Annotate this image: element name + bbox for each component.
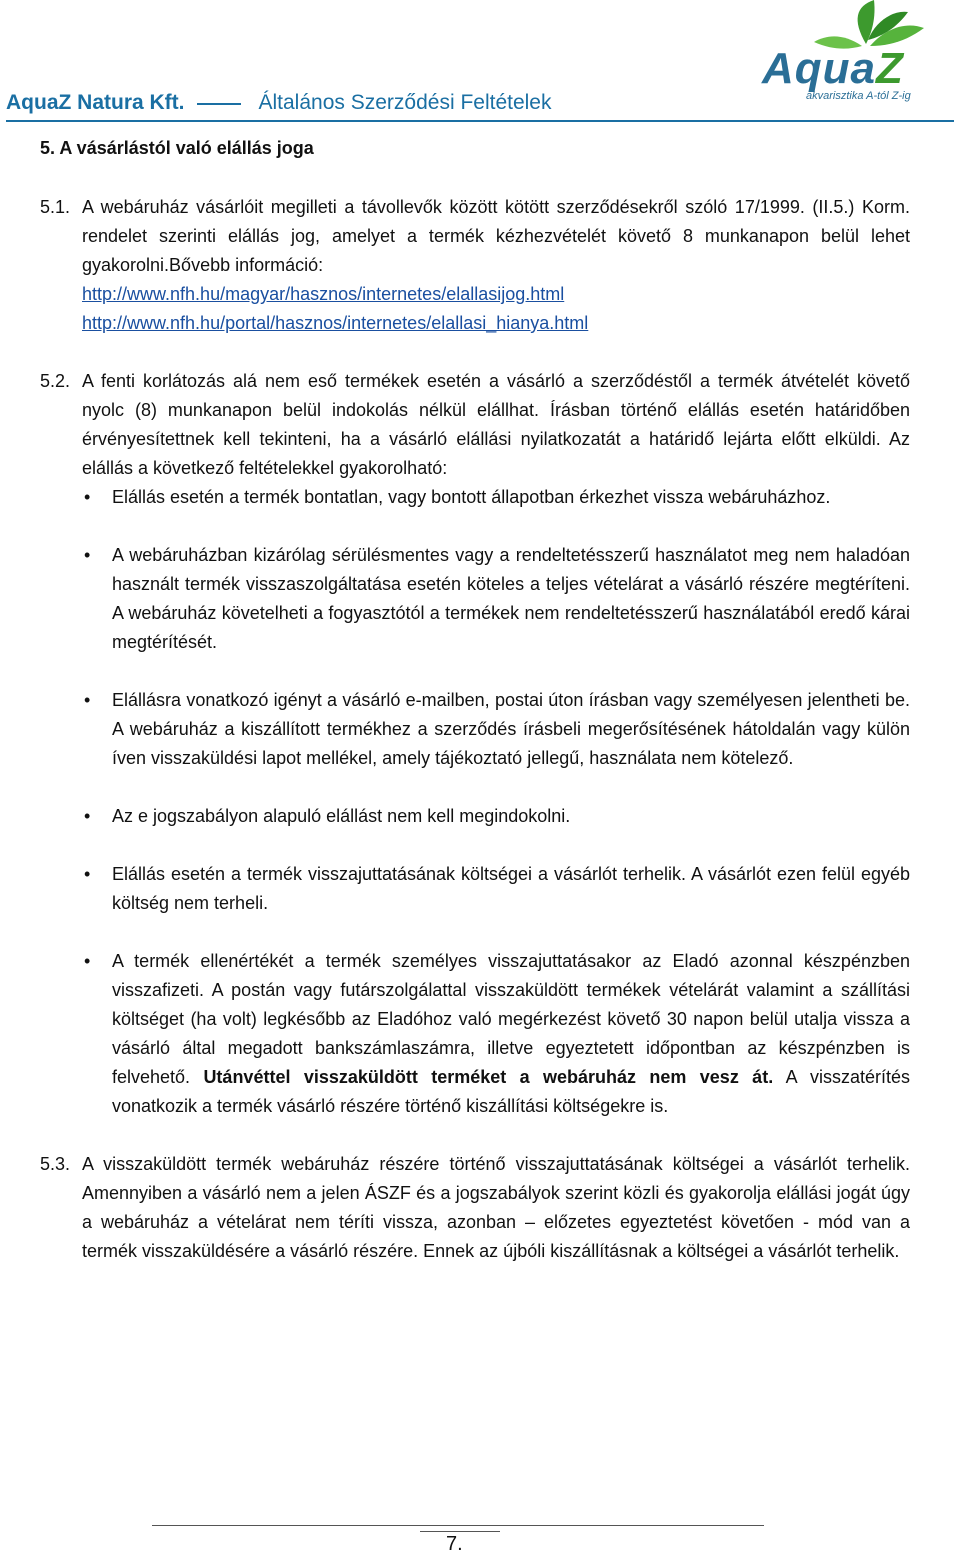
refund-text: A termék ellenértékét a termék személyes visszajuttatásakor az Eladó azonnal készpénzben visszafizeti. A postán vagy futárszolgálattal visszaküldött termékek vételárát valamint a szállítási költséget (ha volt) legkésőbb az Eladóhoz való megérkezést követő 30 napon belül utalja vissza a vásárló által megadott bankszámlaszámra, illetve egyeztetett időpontban az készpénzben is felvehető. xyxy=(112,951,910,1087)
list-item-text: Az e jogszabályon alapuló elállást nem kell megindokolni. xyxy=(112,806,571,826)
refund-scope-text: A visszatérítés vonatkozik a termék vásárló részére történő kiszállítási költségekre is. xyxy=(112,1067,910,1116)
conditions-list xyxy=(40,483,910,1121)
list-item xyxy=(40,483,910,512)
brand-name: AquaZ Natura Kft. xyxy=(6,91,185,114)
document-body xyxy=(40,130,910,1266)
list-item xyxy=(40,802,910,831)
list-item-text: Elállásra vonatkozó igényt a vásárló e-mailben, postai úton írásban vagy személyesen jelentheti be. A webáruház a kiszállított termékhez a szerződés írásbeli megerősítésének hátoldalán vagy külön íven visszaküldési lapot mellékel, amely tájékoztató jellegű, használata nem kötelező. xyxy=(112,690,910,768)
bullet-icon: • xyxy=(84,487,91,507)
list-item xyxy=(40,947,910,1121)
list-item-text: Elállás esetén a termék visszajuttatásának költségei a vásárlót terhelik. A vásárlót ezen felül egyéb költség nem terheli. xyxy=(112,864,910,913)
paragraph-text: A visszaküldött termék webáruház részére történő visszajuttatásának költségei a vásárlót terhelik. Amennyiben a vásárló nem a jelen ÁSZF és a jogszabályok szerint közli és gyakorolja elállási jogát úgy a webáruház a vételárat nem téríti vissza, azonban – előzetes egyeztetést követően - mód van a termék visszaküldésére a vásárló részére. Ennek az újbóli kiszállításnak a költségei a vásárlót terhelik. xyxy=(82,1154,910,1261)
bullet-icon: • xyxy=(84,951,91,971)
page-header xyxy=(0,0,960,122)
logo-wordmark xyxy=(762,44,904,94)
bullet-icon: • xyxy=(84,806,91,826)
logo-text-aqua: Aqua xyxy=(762,44,876,93)
paragraph-number: 5.2. xyxy=(40,371,71,391)
header-separator xyxy=(197,103,241,105)
paragraph-text xyxy=(82,193,910,338)
list-item-text xyxy=(112,947,910,1121)
header-rule xyxy=(6,120,954,122)
footer-rule-short xyxy=(420,1531,500,1532)
document-title: Általános Szerződési Feltételek xyxy=(258,91,552,114)
cod-notice: Utánvéttel visszaküldött terméket a webáruház nem vesz át. xyxy=(203,1067,774,1087)
nfh-link-elallasi-hianya[interactable]: http://www.nfh.hu/portal/hasznos/internetes/elallasi_hianya.html xyxy=(82,313,589,333)
list-item xyxy=(40,686,910,773)
list-item-text: Elállás esetén a termék bontatlan, vagy bontott állapotban érkezhet vissza webáruházhoz. xyxy=(112,487,831,507)
page-number: 7. xyxy=(446,1533,463,1555)
paragraph-5-3 xyxy=(40,1150,910,1266)
bullet-icon: • xyxy=(84,690,91,710)
paragraph-text: A fenti korlátozás alá nem eső termékek esetén a vásárló a szerződéstől a termék átvételét követő nyolc (8) munkanapon belül indokolás nélkül elállhat. Írásban történő elállás esetén határidőben érvényesítettnek kell tekinteni, ha a vásárló elállási nyilatkozatát a határidő lejárta előtt elküldi. Az elállás a következő feltételekkel gyakorolható: xyxy=(82,371,910,478)
paragraph-number: 5.3. xyxy=(40,1154,71,1174)
aquaz-logo xyxy=(748,0,954,110)
paragraph-5-2 xyxy=(40,367,910,483)
nfh-link-elallasijog[interactable]: http://www.nfh.hu/magyar/hasznos/internetes/elallasijog.html xyxy=(82,284,565,304)
logo-text-z: Z xyxy=(876,44,904,93)
paragraph-number: 5.1. xyxy=(40,197,71,217)
header-title xyxy=(6,91,552,115)
paragraph-5-1-text: A webáruház vásárlóit megilleti a távollevők között kötött szerződésekről szóló 17/1999. (II.5.) Korm. rendelet szerinti elállás jog, amelyet a termék kézhezvételét követő 8 munkanapon belül lehet gyakorolni. xyxy=(82,197,910,275)
list-item-text: A webáruházban kizárólag sérülésmentes vagy a rendeltetésszerű használatot meg nem haladóan használt termék visszaszolgáltatása esetén köteles a teljes vételárat a vásárló részére megtéríteni. A webáruház követelheti a fogyasztótól a termékek nem rendeltetésszerű használatából eredő kárai megtérítését. xyxy=(112,545,910,652)
paragraph-5-1 xyxy=(40,193,910,338)
bullet-icon: • xyxy=(84,864,91,884)
footer-rule xyxy=(152,1525,764,1526)
list-item xyxy=(40,860,910,918)
bullet-icon: • xyxy=(84,545,91,565)
logo-subtitle: akvarisztika A-tól Z-ig xyxy=(806,90,911,102)
section-title: 5. A vásárlástól való elállás joga xyxy=(40,138,314,158)
list-item xyxy=(40,541,910,657)
more-info-label: Bővebb információ: xyxy=(169,255,324,275)
